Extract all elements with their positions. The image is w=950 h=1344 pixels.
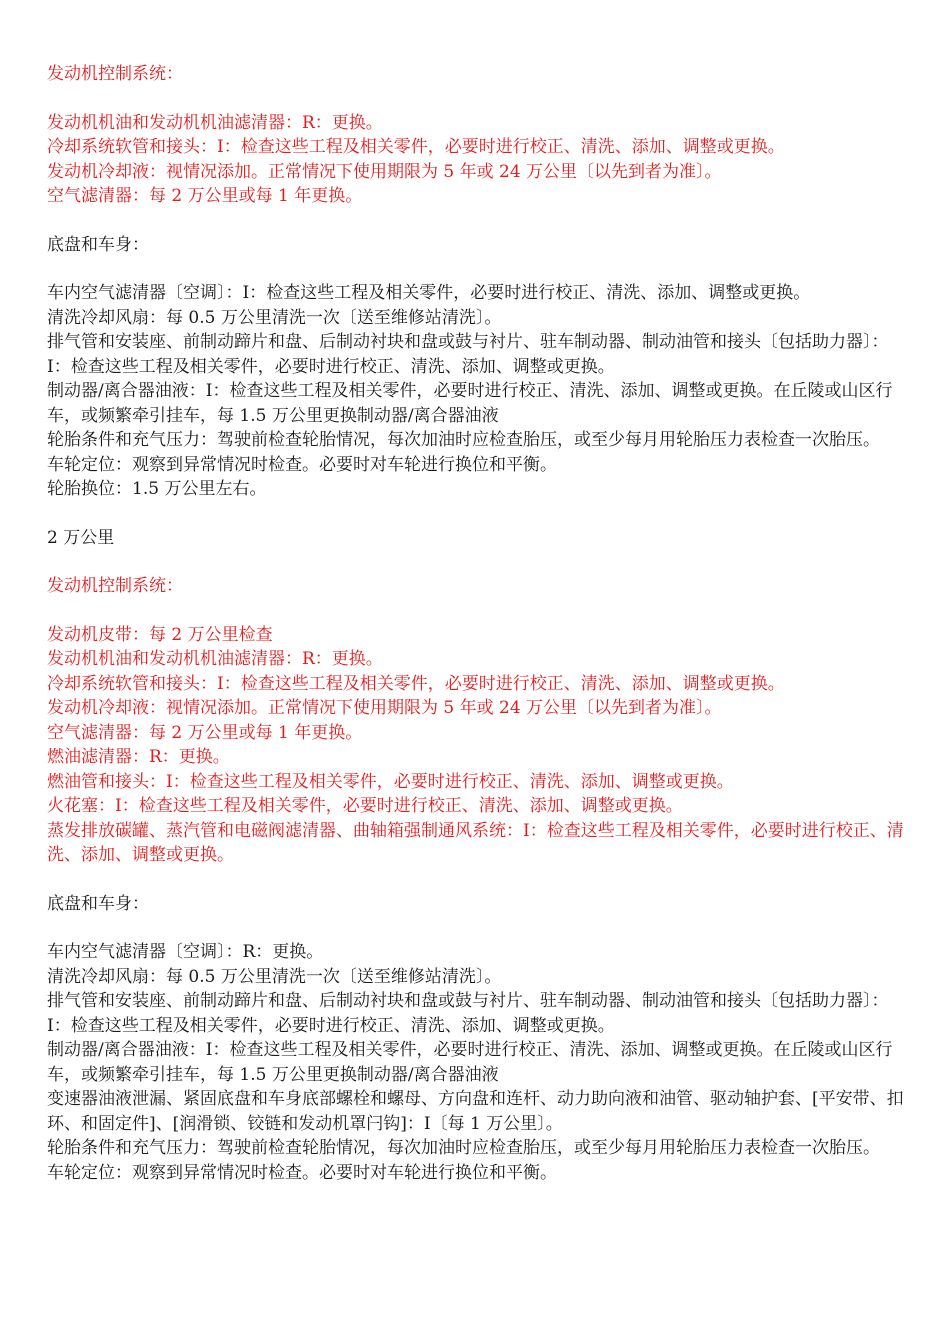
list-item: 火花塞：I：检查这些工程及相关零件，必要时进行校正、清洗、添加、调整或更换。 [47, 796, 683, 816]
list-item: 车内空气滤清器〔空调〕：I：检查这些工程及相关零件，必要时进行校正、清洗、添加、调整或更换。 [47, 283, 811, 303]
list-item: 发动机冷却液：视情况添加。正常情况下使用期限为 5 年或 24 万公里〔以先到者为准〕。 [47, 698, 722, 718]
list-item: 车轮定位：观察到异常情况时检查。必要时对车轮进行换位和平衡。 [47, 1162, 557, 1183]
section-engine-control-2 [47, 574, 905, 868]
list-item: 排气管和安装座、前制动蹄片和盘、后制动衬块和盘或鼓与衬片、驻车制动器、制动油管和接头〔包括助力器〕：I：检查这些工程及相关零件，必要时进行校正、清洗、添加、调整或更换。 [47, 332, 889, 377]
list-item: 排气管和安装座、前制动蹄片和盘、后制动衬块和盘或鼓与衬片、驻车制动器、制动油管和接头〔包括助力器〕：I：检查这些工程及相关零件，必要时进行校正、清洗、添加、调整或更换。 [47, 991, 889, 1036]
list-item: 制动器/离合器油液：I：检查这些工程及相关零件，必要时进行校正、清洗、添加、调整或更换。在丘陵或山区行车，或频繁牵引挂车，每 1.5 万公里更换制动器/离合器油液 [47, 1040, 893, 1085]
section-chassis-body-2 [47, 892, 905, 1186]
list-item: 变速器油液泄漏、紧固底盘和车身底部螺栓和螺母、方向盘和连杆、动力助向液和油管、驱动轴护套、[平安带、扣环、和固定件]、[润滑锁、铰链和发动机罩闩钩]：I〔每 1 万公里〕。 [47, 1089, 904, 1134]
list-item: 发动机皮带：每 2 万公里检查 [47, 624, 273, 645]
list-item: 车内空气滤清器〔空调〕：R：更换。 [47, 942, 324, 962]
list-item: 发动机冷却液：视情况添加。正常情况下使用期限为 5 年或 24 万公里〔以先到者为准〕。 [47, 161, 722, 182]
list-item: 发动机机油和发动机机油滤清器：R：更换。 [47, 649, 383, 669]
list-item: 轮胎换位：1.5 万公里左右。 [47, 479, 267, 499]
interval-title: 2 万公里 [47, 527, 115, 548]
list-item: 蒸发排放碳罐、蒸汽管和电磁阀滤清器、曲轴箱强制通风系统：I：检查这些工程及相关零件，必要时进行校正、清洗、添加、调整或更换。 [47, 820, 904, 865]
section-heading: 底盘和车身： [47, 234, 149, 255]
list-item: 发动机机油和发动机机油滤清器：R：更换。 [47, 112, 383, 133]
list-item: 空气滤清器：每 2 万公里或每 1 年更换。 [47, 722, 363, 743]
section-engine-control-1 [47, 62, 905, 209]
document-page [47, 62, 905, 1185]
list-item: 燃油滤清器：R：更换。 [47, 747, 230, 767]
list-item: 轮胎条件和充气压力：驾驶前检查轮胎情况，每次加油时应检查胎压，或至少每月用轮胎压力表检查一次胎压。 [47, 430, 880, 450]
list-item: 轮胎条件和充气压力：驾驶前检查轮胎情况，每次加油时应检查胎压，或至少每月用轮胎压力表检查一次胎压。 [47, 1138, 880, 1158]
list-item: 空气滤清器：每 2 万公里或每 1 年更换。 [47, 186, 363, 206]
list-item: 清洗冷却风扇：每 0.5 万公里清洗一次〔送至维修站清洗〕。 [47, 307, 502, 328]
section-heading: 底盘和车身： [47, 893, 149, 914]
list-item: 冷却系统软管和接头：I：检查这些工程及相关零件，必要时进行校正、清洗、添加、调整或更换。 [47, 673, 785, 694]
list-item: 车轮定位：观察到异常情况时检查。必要时对车轮进行换位和平衡。 [47, 454, 557, 475]
list-item: 冷却系统软管和接头：I：检查这些工程及相关零件，必要时进行校正、清洗、添加、调整或更换。 [47, 137, 785, 157]
section-chassis-body-1 [47, 233, 905, 502]
list-item: 燃油管和接头：I：检查这些工程及相关零件，必要时进行校正、清洗、添加、调整或更换。 [47, 771, 734, 792]
section-heading: 发动机控制系统： [47, 576, 183, 596]
list-item: 清洗冷却风扇：每 0.5 万公里清洗一次〔送至维修站清洗〕。 [47, 966, 502, 987]
section-heading: 发动机控制系统： [47, 64, 183, 84]
list-item: 制动器/离合器油液：I：检查这些工程及相关零件，必要时进行校正、清洗、添加、调整或更换。在丘陵或山区行车，或频繁牵引挂车，每 1.5 万公里更换制动器/离合器油液 [47, 381, 893, 426]
